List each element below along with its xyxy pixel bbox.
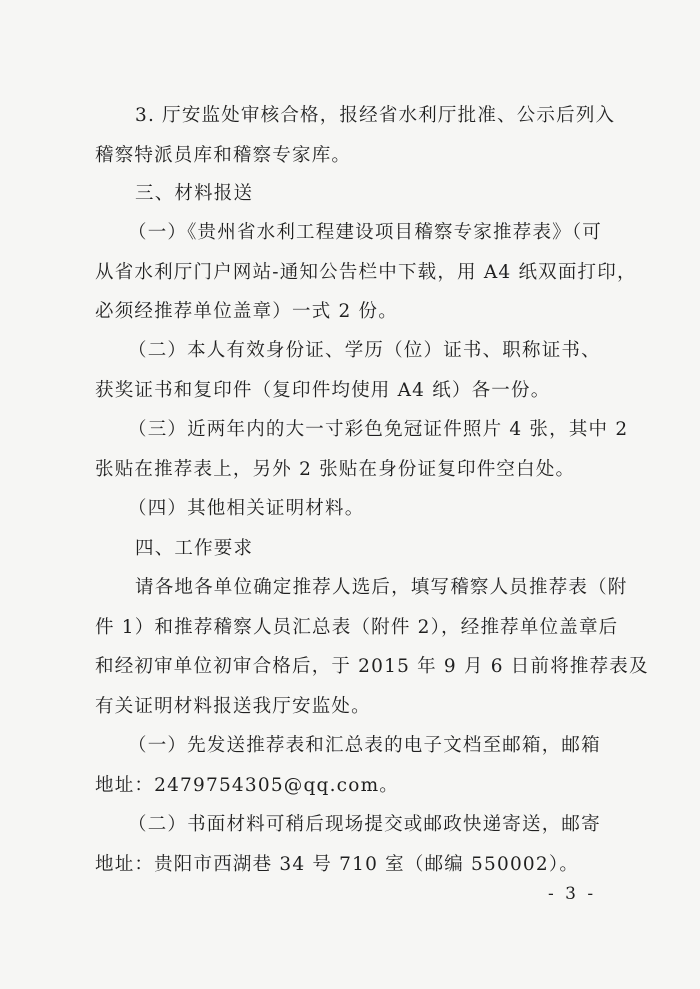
item-3-line-1: 3. 厅安监处审核合格，报经省水利厅批准、公示后列入 (135, 105, 616, 126)
materials-item-2-line-1: （二）本人有效身份证、学历（位）证书、职称证书、 (128, 340, 601, 361)
requirements-para-line-4: 有关证明材料报送我厅安监处。 (95, 696, 371, 717)
materials-item-1-line-1: （一）《贵州省水利工程建设项目稽察专家推荐表》（可 (128, 222, 603, 243)
materials-item-4: （四）其他相关证明材料。 (128, 498, 365, 519)
requirements-item-2-address: 地址：贵阳市西湖巷 34 号 710 室（邮编 550002）。 (95, 854, 580, 875)
materials-item-1-line-3: 必须经推荐单位盖章）一式 2 份。 (95, 301, 398, 322)
section-4-heading: 四、工作要求 (135, 538, 254, 559)
materials-item-3-line-2: 张贴在推荐表上，另外 2 张贴在身份证复印件空白处。 (95, 459, 576, 480)
requirements-para-line-1: 请各地各单位确定推荐人选后，填写稽察人员推荐表（附 (135, 577, 628, 598)
page-number: - 3 - (548, 884, 597, 904)
materials-item-2-line-2: 获奖证书和复印件（复印件均使用 A4 纸）各一份。 (95, 380, 551, 401)
materials-item-1-line-2: 从省水利厅门户网站-通知公告栏中下载，用 A4 纸双面打印， (95, 262, 637, 283)
requirements-para-line-2: 件 1）和推荐稽察人员汇总表（附件 2），经推荐单位盖章后 (95, 617, 619, 638)
requirements-item-1-line-1: （一）先发送推荐表和汇总表的电子文档至邮箱，邮箱 (128, 735, 601, 756)
requirements-item-2-line-1: （二）书面材料可稍后现场提交或邮政快递寄送，邮寄 (128, 814, 601, 835)
section-3-heading: 三、材料报送 (135, 183, 254, 204)
item-3-line-2: 稽察特派员库和稽察专家库。 (95, 145, 352, 166)
materials-item-3-line-1: （三）近两年内的大一寸彩色免冠证件照片 4 张，其中 2 (128, 419, 629, 440)
requirements-para-line-3: 和经初审单位初审合格后，于 2015 年 9 月 6 日前将推荐表及 (95, 656, 649, 677)
requirements-item-1-email: 地址：2479754305@qq.com。 (95, 775, 400, 796)
